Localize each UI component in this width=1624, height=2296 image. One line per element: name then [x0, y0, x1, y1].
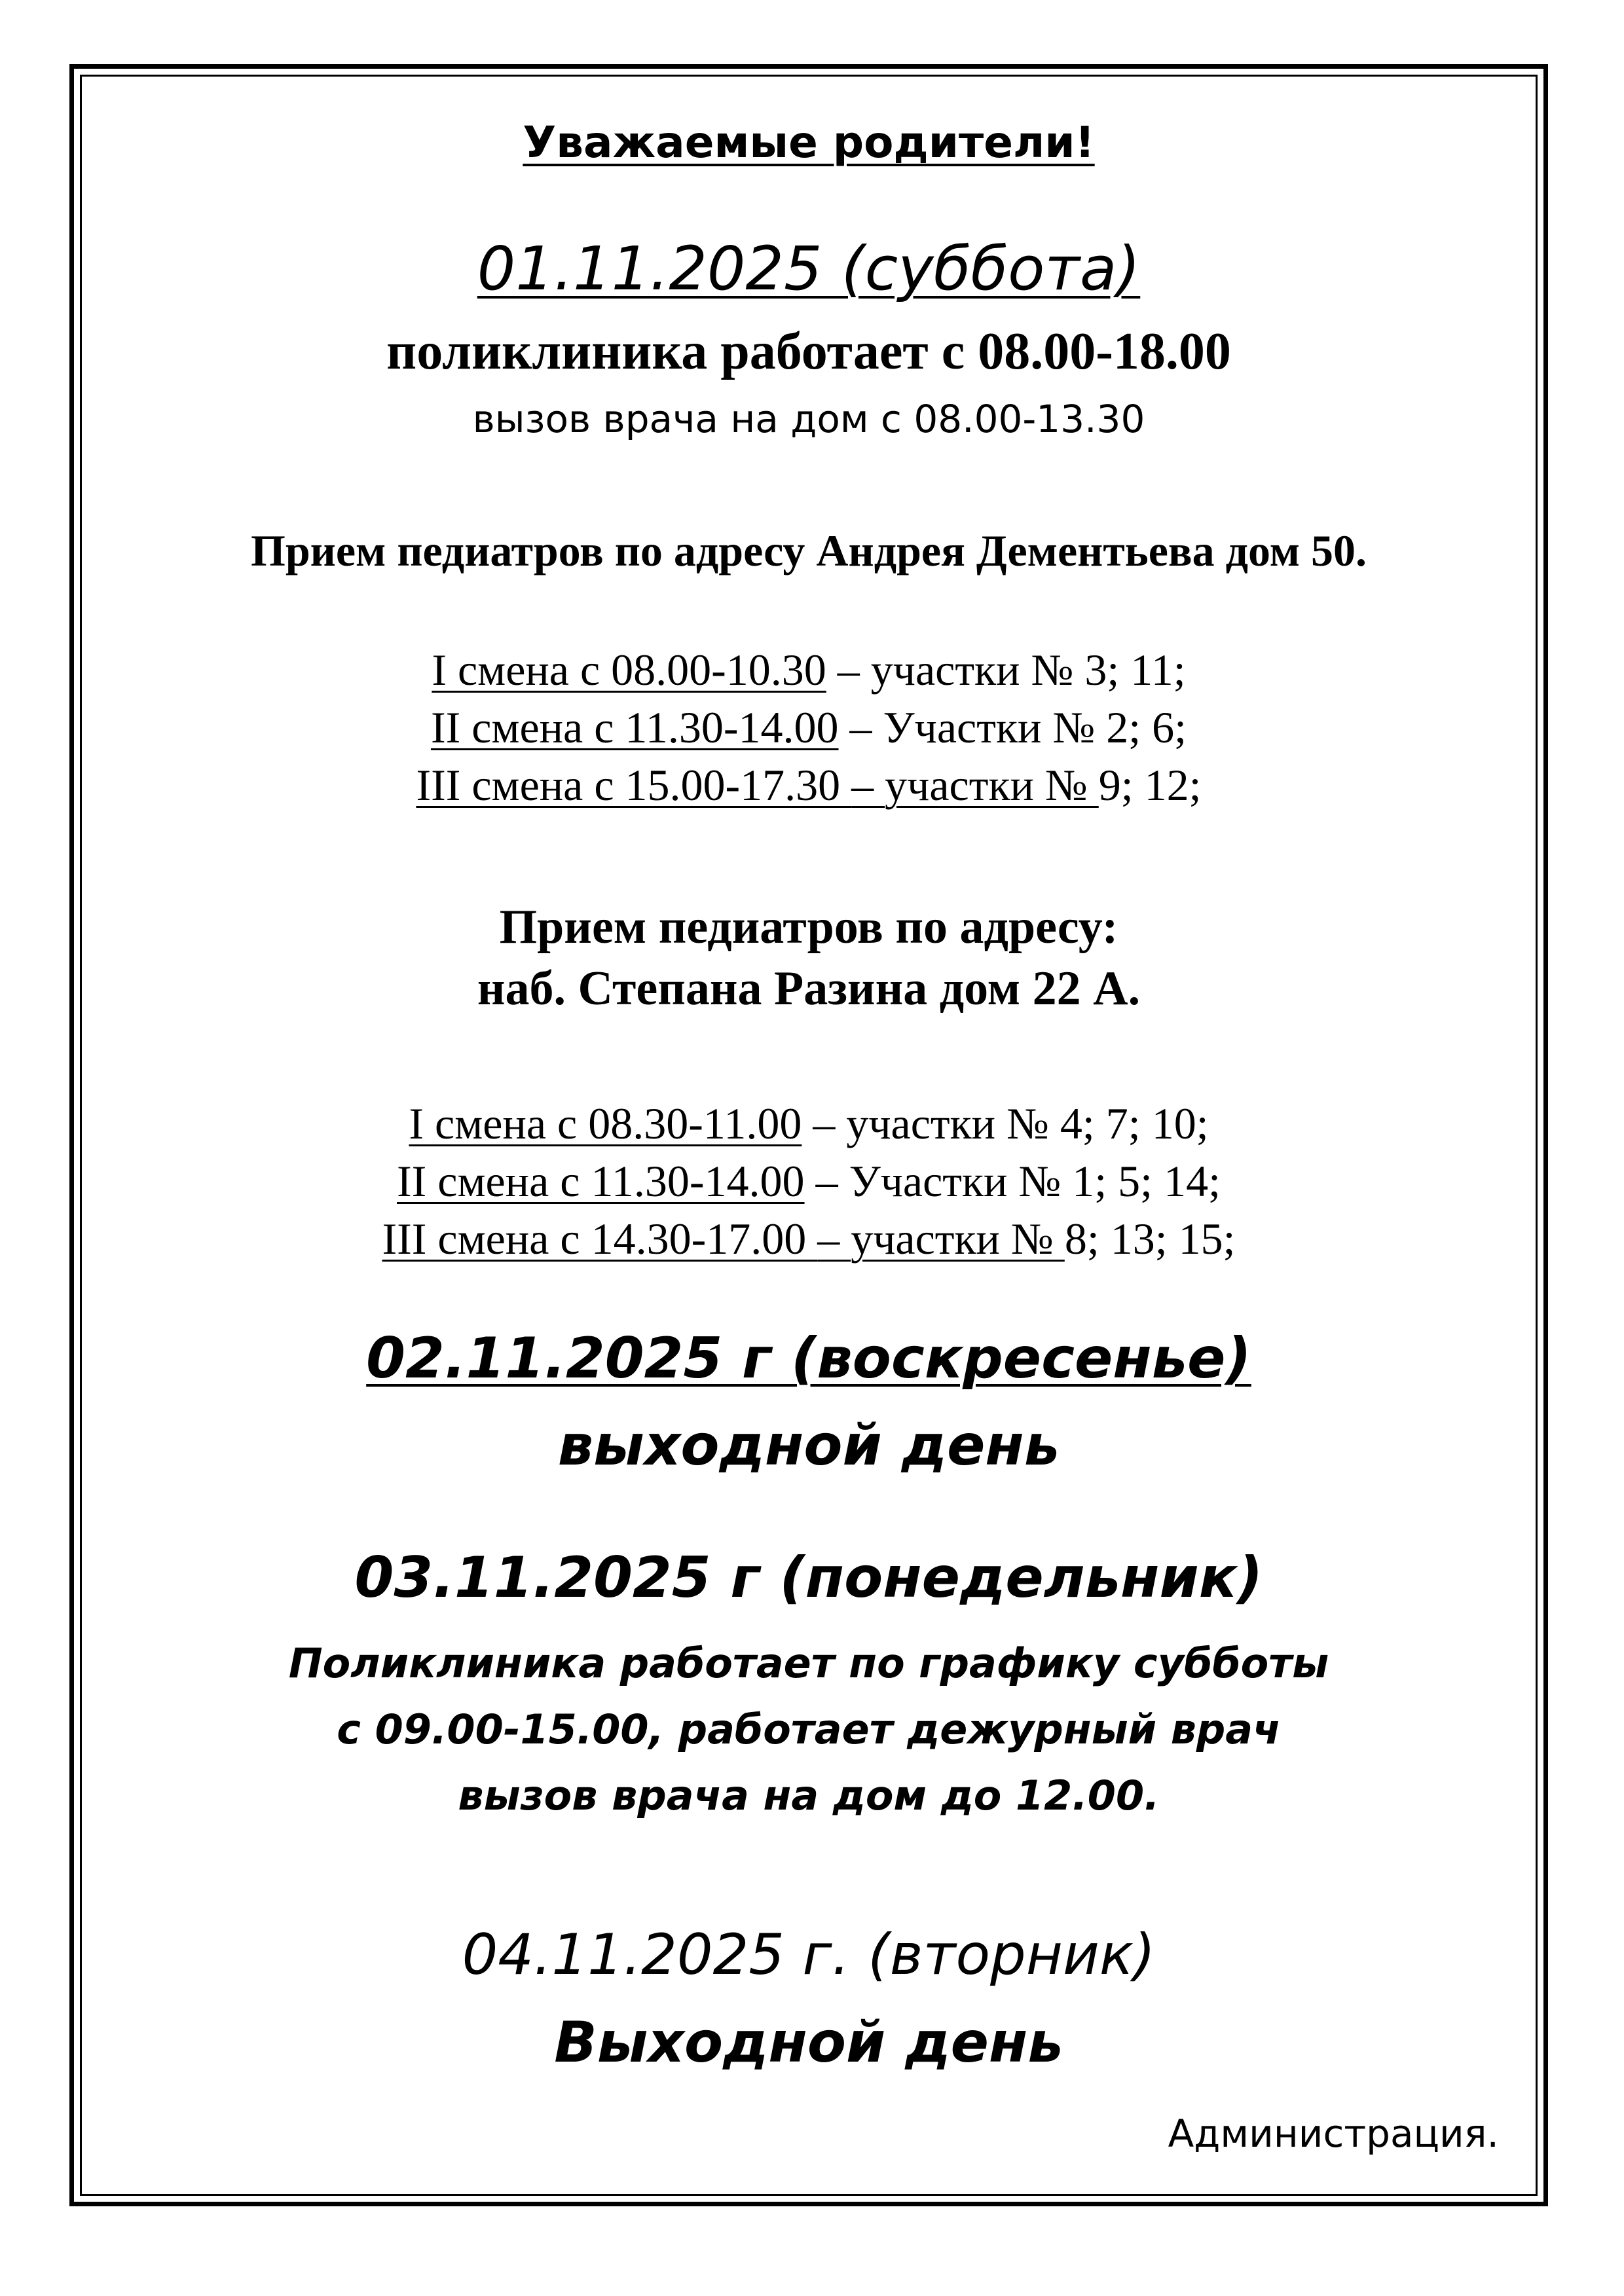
shift-separator: –	[838, 702, 883, 752]
shift-sites: участки № 3; 11;	[870, 645, 1186, 695]
location-1-shift-2	[82, 702, 1536, 752]
shift-time: II смена с 11.30-14.00	[397, 1156, 805, 1206]
greeting-text: Уважаемые родители!	[523, 117, 1095, 168]
tuesday-date: 04.11.2025 г. (вторник)	[462, 1922, 1156, 1988]
sunday-status: выходной день	[557, 1413, 1060, 1478]
monday-date: 03.11.2025 г (понедельник)	[354, 1545, 1263, 1611]
shift-sites: 8; 13; 15;	[1064, 1214, 1236, 1264]
shift-separator: –	[804, 1156, 849, 1206]
sunday-date	[82, 1326, 1536, 1391]
shift-sites: участки № 4; 7; 10;	[846, 1099, 1209, 1148]
location-1-shift-3	[82, 760, 1536, 810]
location-2-heading: Прием педиатров по адресу:	[499, 900, 1118, 954]
location-2-shift-2	[82, 1156, 1536, 1206]
saturday-home-call: вызов врача на дом с 08.00-13.30	[472, 397, 1145, 441]
shift-sites: Участки № 2; 6;	[883, 702, 1187, 752]
sunday-date-text: 02.11.2025 г (воскресенье)	[366, 1326, 1251, 1391]
location-2-shift-3	[82, 1214, 1536, 1264]
shift-time: I смена с 08.00-10.30	[432, 645, 826, 695]
shift-separator: –	[817, 1214, 851, 1264]
shift-separator: –	[802, 1099, 847, 1148]
saturday-hours: поликлиника работает с 08.00-18.00	[386, 323, 1231, 380]
location-2-address: наб. Степана Разина дом 22 А.	[477, 962, 1141, 1015]
monday-note-line-1: Поликлиника работает по графику субботы	[288, 1639, 1329, 1687]
shift-sites-prefix: участки №	[885, 760, 1099, 810]
greeting-heading	[82, 117, 1536, 168]
tuesday-status: Выходной день	[554, 2010, 1063, 2075]
shift-sites-prefix: участки №	[851, 1214, 1065, 1264]
shift-sites: 9; 12;	[1098, 760, 1202, 810]
monday-note-line-2: с 09.00-15.00, работает дежурный врач	[337, 1705, 1281, 1753]
shift-time: I смена с 08.30-11.00	[409, 1099, 802, 1148]
notice-content	[82, 77, 1536, 2194]
location-2-shift-1	[82, 1101, 1536, 1146]
location-1-heading: Прием педиатров по адресу Андрея Дементьева дом 50.	[250, 526, 1367, 575]
shift-time: III смена с 15.00-17.30	[416, 760, 852, 810]
location-1-shift-1	[82, 645, 1536, 695]
shift-separator: –	[826, 645, 871, 695]
shift-separator: –	[851, 760, 885, 810]
signature: Администрация.	[1168, 2111, 1499, 2156]
saturday-date	[82, 234, 1536, 304]
shift-sites: Участки № 1; 5; 14;	[849, 1156, 1221, 1206]
saturday-date-text: 01.11.2025 (суббота)	[477, 234, 1141, 304]
shift-time: III смена с 14.30-17.00	[382, 1214, 818, 1264]
shift-time: II смена с 11.30-14.00	[430, 702, 839, 752]
monday-note-line-3: вызов врача на дом до 12.00.	[458, 1772, 1160, 1819]
